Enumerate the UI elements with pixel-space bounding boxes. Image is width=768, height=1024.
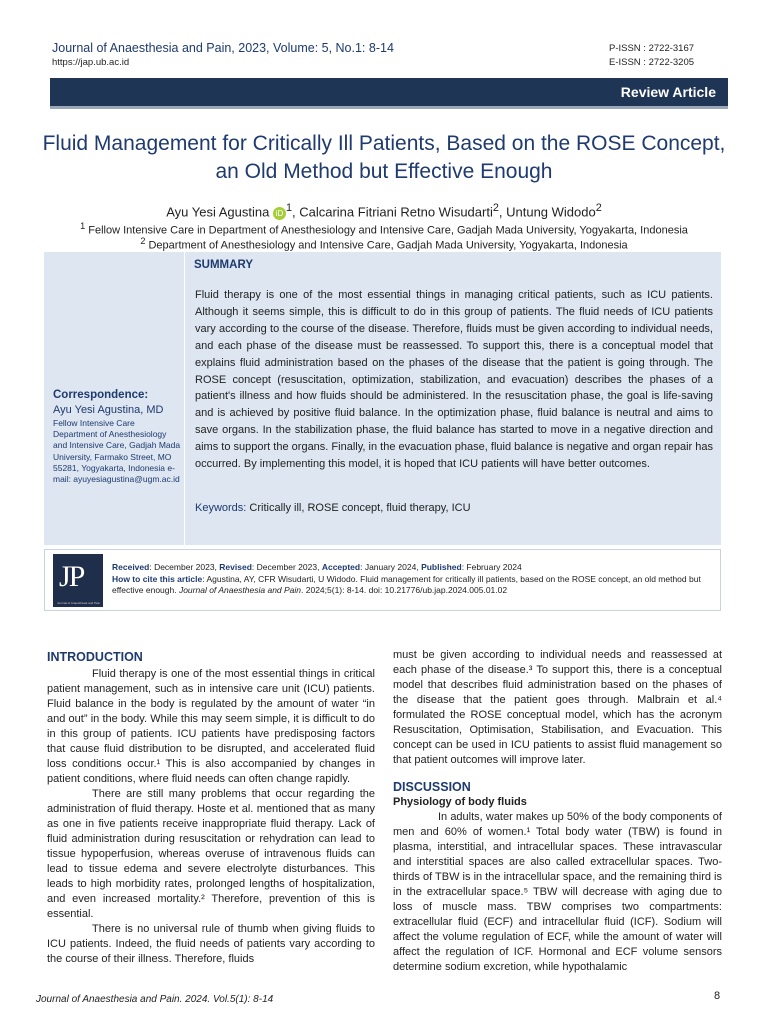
article-dates — [112, 562, 712, 574]
affiliation-text: Fellow Intensive Care in Department of Anesthesiology and Intensive Care, Gadjah Mada University, Yogyakarta, Indonesia — [85, 224, 688, 237]
page-number: 8 — [714, 990, 721, 1002]
article-info-lines — [112, 562, 712, 597]
keywords-text: Critically ill, ROSE concept, fluid therapy, ICU — [249, 502, 471, 514]
correspondence-heading: Correspondence: — [53, 389, 149, 401]
affiliation-sup: 2 — [140, 236, 146, 246]
author-affiliation-sup: 1 — [285, 202, 292, 214]
citation-doi[interactable]: . 2024;5(1): 8-14. doi: 10.21776/ub.jap.2024.005.01.02 — [301, 585, 508, 595]
right-column-discussion — [393, 810, 722, 975]
citation — [112, 574, 712, 597]
correspondence-address: Fellow Intensive Care Department of Anesthesiology and Intensive Care, Gadjah Mada University, Farmako Street, MO 55281, Yogyakarta, Indonesia e-mail: ayuyesiagustina@ugm.ac.id — [53, 418, 181, 485]
intro-paragraph-2: There are still many problems that occur regarding the administration of fluid therapy. Hoste et al. mentioned that as many as one in five patients receive inappropriate fluid therapy. Lack of fluid administration during resuscitation or rehydration can lead to tissue hypoperfusion, whereas overuse of intravenous fluids can lead to tissue edema and severe electrolyte disturbances. This leads to high morbidity rates, prolonged lengths of hospitalization, and even increased mortality.² Therefore, prevention of this is essential. — [47, 788, 375, 920]
author-affiliation-sup: 2 — [595, 202, 602, 214]
author-name: , Untung Widodo — [498, 204, 596, 220]
author-affiliation-sup: 2 — [492, 202, 499, 214]
received-date: : December 2023, — [149, 562, 220, 572]
summary-text: Fluid therapy is one of the most essential things in managing critical patients, such as ICU patients. Although it seems simple, this is difficult to do in this group of patients. The fluid needs of ICU patients vary according to the course of the disease. Therefore, fluids must be given according to individual needs, and each phase of the disease must be reassessed. To support this, there is a conceptual model that explains fluid administration based on the phases of the disease that the patient is going through. The ROSE concept (resuscitation, optimization, stabilization, and evacuation) describes the phases of a patient's illness and how fluids should be administered. In the resuscitation phase, the goal is life-saving and is achieved by positive fluid balance. In the optimization phase, fluid balance is neutral and aims to save organs. In the stabilization phase, the fluid balance has started to move in a negative direction and aims to support the organs. Finally, in the evacuation phase, fluid balance is negative and organ repair has occurred. By implementing this model, it is hoped that ICU patients will have better outcomes. — [195, 289, 713, 471]
journal-logo — [53, 554, 103, 607]
intro-paragraph-1: Fluid therapy is one of the most essential things in critical patient management, such as in intensive care unit (ICU) patients. Fluid balance in the body is regulated by the amount of water “in and out” in the body. While this may seem simple, it is difficult to do in this group of patients. ICU patients have predisposing factors that cause fluid distribution to be disrupted, and accelerated fluid loss conditions occur.¹ This is also accompanied by changes in patient conditions, where fluid needs can often change rapidly. — [47, 668, 375, 785]
keywords-label: Keywords: — [195, 502, 250, 514]
orcid-icon[interactable]: iD — [273, 207, 286, 220]
summary-divider — [184, 252, 185, 545]
introduction-heading: INTRODUCTION — [47, 650, 143, 664]
article-title: Fluid Management for Critically Ill Patients, Based on the ROSE Concept, an Old Method but Effective Enough — [42, 132, 726, 183]
affiliation-sup: 1 — [80, 221, 86, 231]
article-type-banner — [50, 78, 728, 109]
intro-paragraph-3: There is no universal rule of thumb when giving fluids to ICU patients. Indeed, the fluid needs of patients vary according to the course of their illness. Therefore, fluids — [47, 923, 375, 965]
journal-title: Journal of Anaesthesia and Pain, 2023, Volume: 5, No.1: 8-14 — [52, 41, 394, 55]
published-label: Published — [421, 562, 462, 572]
article-type-label: Review Article — [620, 84, 716, 100]
citation-journal: Journal of Anaesthesia and Pain — [178, 585, 302, 595]
summary-heading: SUMMARY — [194, 259, 253, 271]
citation-text: : Agustina, AY, CFR Wisudarti, U Widodo. Fluid management for critically ill patients, based on the ROSE concept, an old method but effective enough. — [112, 573, 701, 595]
correspondence-name: Ayu Yesi Agustina, MD — [53, 404, 164, 416]
author-name: , Calcarina Fitriani Retno Wisudarti — [292, 204, 493, 220]
journal-logo-text: JP — [59, 560, 84, 593]
intro-paragraph-4: must be given according to individual needs and reassessed at each phase of the disease.³ To support this, there is a conceptual model that describes fluid administration based on the phases of the disease that the patient goes through. Malbrain et al.⁴ formulated the ROSE conceptual model, which has the acronym Resuscitation, Optimisation, Stabilisation, and Evacuation. This concept can be used in ICU patients to assist fluid management so that patient outcomes will improve later. — [393, 649, 722, 766]
journal-logo-caption: Journal of Anaesthesia and Pain — [57, 601, 101, 605]
discussion-heading: DISCUSSION — [393, 780, 471, 794]
p-issn: P-ISSN : 2722-3167 — [609, 43, 695, 54]
left-column — [47, 667, 375, 967]
citation-label: How to cite this article — [112, 573, 203, 584]
received-label: Received — [112, 562, 150, 572]
author-list — [0, 202, 768, 220]
author-name: Ayu Yesi Agustina — [166, 204, 270, 220]
revised-label: Revised — [219, 562, 252, 572]
right-column-intro — [393, 648, 722, 768]
affiliation-text: Department of Anesthesiology and Intensive Care, Gadjah Mada University, Yogyakarta, Indonesia — [145, 239, 628, 252]
e-issn: E-ISSN : 2722-3205 — [609, 57, 695, 68]
affiliation-1 — [0, 221, 768, 237]
discussion-paragraph-1: In adults, water makes up 50% of the body components of men and 60% of women.¹ Total body water (TBW) is found in plasma, interstitial, and intracellular spaces. These intravascular and interstitial spaces are also called extracellular spaces. Two-thirds of TBW is in the intracellular space, and the remaining third is in the extracellular space.⁵ TBW will decrease with aging due to loss of muscle mass. TBW comprises two compartments: extracellular fluid (ECF) and intracellular fluid (ICF). Sodium will affect the volume regulation of ECF, while the amount of water will affect the regulation of ICF. Hormonal and ECF volume sensors determine sodium excretion, while hypothalamic — [393, 811, 722, 973]
accepted-label: Accepted — [321, 562, 361, 572]
revised-date: : December 2023, — [251, 562, 322, 572]
keywords — [195, 502, 471, 514]
journal-url-link[interactable]: https://jap.ub.ac.id — [52, 57, 130, 68]
accepted-date: : January 2024, — [360, 562, 422, 572]
published-date: : February 2024 — [461, 562, 522, 572]
affiliation-2 — [0, 236, 768, 252]
discussion-subheading: Physiology of body fluids — [393, 796, 527, 808]
footer-citation: Journal of Anaesthesia and Pain. 2024. Vol.5(1): 8-14 — [36, 994, 274, 1005]
